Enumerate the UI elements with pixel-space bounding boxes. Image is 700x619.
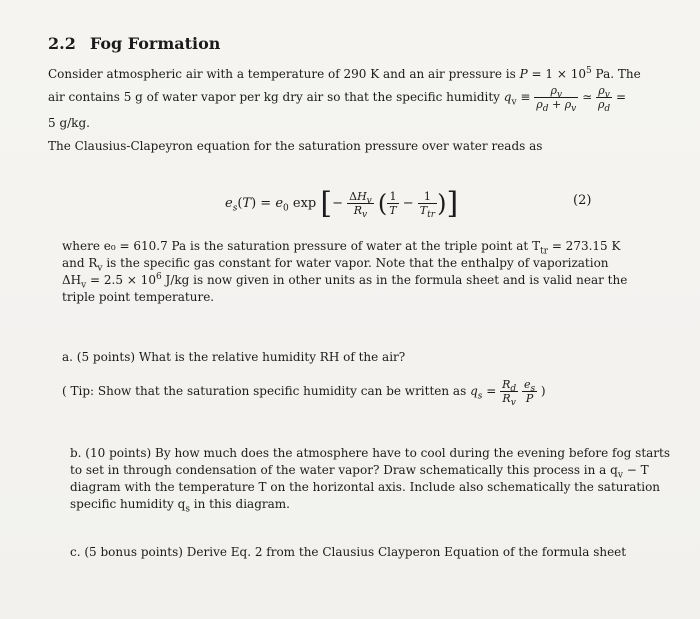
part-a-question: a. (5 points) What is the relative humidity RH of the air? [62,350,406,364]
part-b-line-3: diagram with the temperature T on the horizontal axis. Include also schematically the saturation [70,480,661,494]
cc-intro: The Clausius-Clapeyron equation for the saturation pressure over water reads as [48,139,543,153]
section-heading [48,34,234,53]
where-line-3: $\Delta H_v = 2.5 \times 10^6$ J/kg is now given in other units as in the formula sheet and is valid near the [62,272,628,291]
intro-line-3: 5 g/kg. [48,116,90,130]
intro-line-1: Consider atmospheric air with a temperature of 290 K and an air pressure is $P = 1 \times 10^5$ Pa. The [48,66,641,81]
part-b-line-4: specific humidity $q_s$ in this diagram. [70,497,290,515]
where-line-1: where e₀ = 610.7 Pa is the saturation pressure of water at the triple point at $T_{tr} = 273.15$ K [62,239,621,257]
section-number: 2.2 [48,34,76,53]
where-line-4: triple point temperature. [62,290,215,304]
equation-number: (2) [573,193,592,208]
part-b-line-2: to set in through condensation of the water vapor? Draw schematically this process in a $q_v - T$ [70,463,649,481]
where-line-2: and $R_v$ is the specific gas constant for water vapor. Note that the enthalpy of vaporization [62,256,609,274]
section-title: Fog Formation [89,34,221,53]
specific-humidity-formula: ≡ $\frac{\rho_v}{\rho_d + \rho_v}$ ≃ $\frac{\rho_v}{\rho_d}$ = [520,84,627,115]
intro-line-2: air contains 5 g of water vapor per kg dry air so that the specific humidity $q_v$ ≡ $\frac{\rho_v}{\rho_d + \rho_v}$ ≃ $\frac{\rho_v}{\rho_d}$ = [48,84,627,115]
part-b-line-1: b. (10 points) By how much does the atmosphere have to cool during the evening before fog starts [70,446,671,460]
part-c-question: c. (5 bonus points) Derive Eq. 2 from the Clausius Clayperon Equation of the formula sheet [70,545,627,559]
part-a-tip: ( Tip: Show that the saturation specific humidity can be written as $q_s$ = $\frac{R_d}{R_v}$ $\frac{e_s}{P}$ ) [62,378,546,409]
clausius-clapeyron-equation: $e_s(T) = e_0$ exp [− $\frac{\Delta H_v}{R_v}$ ( $\frac{1}{T}$ − $\frac{1}{T_{tr}}$ )] [225,186,459,221]
